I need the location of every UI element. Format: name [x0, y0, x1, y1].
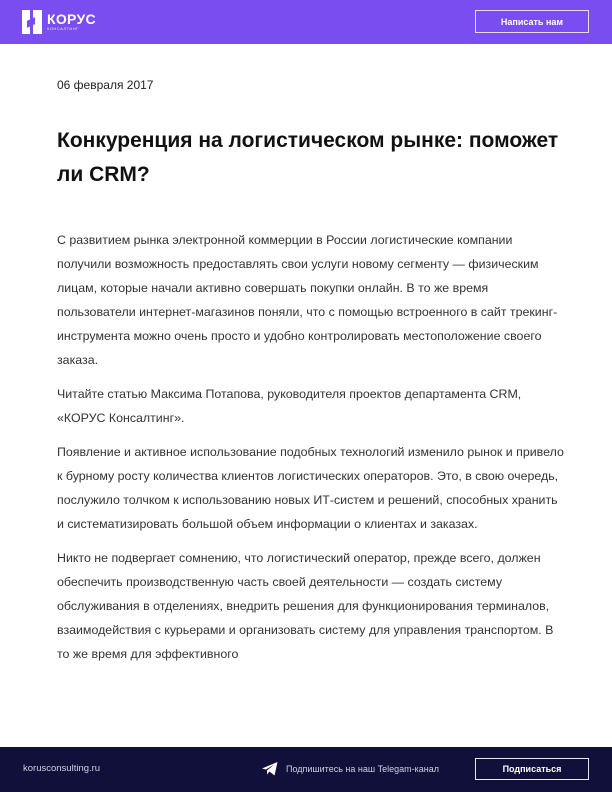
paragraph: С развитием рынка электронной коммерции в России логистические компании получили возможность предоставлять свои услуги новому сегменту — физическим лицам, которые начали активно совершать покупки онлайн. В то же время пользователи интернет-магазинов поняли, что с помощью встроенного в сайт трекинг-инструмента можно очень просто и удобно контролировать местоположение своего заказа.: [57, 233, 558, 367]
telegram-subscribe-text[interactable]: Подпишитесь на наш Telegam-канал: [286, 764, 439, 774]
write-us-button[interactable]: Написать нам: [475, 10, 589, 33]
footer: [0, 747, 612, 792]
site-link[interactable]: korusconsulting.ru: [23, 763, 101, 774]
telegram-icon: [262, 762, 278, 776]
paragraph: Никто не подвергает сомнению, что логистический оператор, прежде всего, должен обеспечить производственную часть своей деятельности — создать систему обслуживания в отделениях, внедрить решения для функционирования терминалов, взаимодействия с курьерами и организовать систему для управления транспортом. В то же время для эффективного: [57, 551, 554, 661]
paragraph: Появление и активное использование подобных технологий изменило рынок и привело к бурному росту количества клиентов логистических операторов. Это, в свою очередь, послужило толчком к использованию новых ИТ-систем и решений, способных хранить и систематизировать большой объем информации о клиентах и заказах.: [57, 445, 564, 531]
korus-logo-icon: [22, 10, 42, 34]
paragraph: Читайте статью Максима Потапова, руководителя проектов департамента CRM, «КОРУС Консалтинг».: [57, 387, 522, 425]
article-body: [57, 228, 567, 676]
header: [0, 0, 612, 44]
subscribe-button[interactable]: Подписаться: [475, 758, 589, 780]
logo-subtitle: КОНСАЛТИНГ: [47, 26, 79, 31]
article-date: 06 февраля 2017: [57, 78, 154, 92]
logo[interactable]: [22, 10, 96, 34]
logo-name: КОРУС: [47, 11, 96, 27]
article-title: Конкуренция на логистическом рынке: поможет ли CRM?: [57, 129, 559, 186]
